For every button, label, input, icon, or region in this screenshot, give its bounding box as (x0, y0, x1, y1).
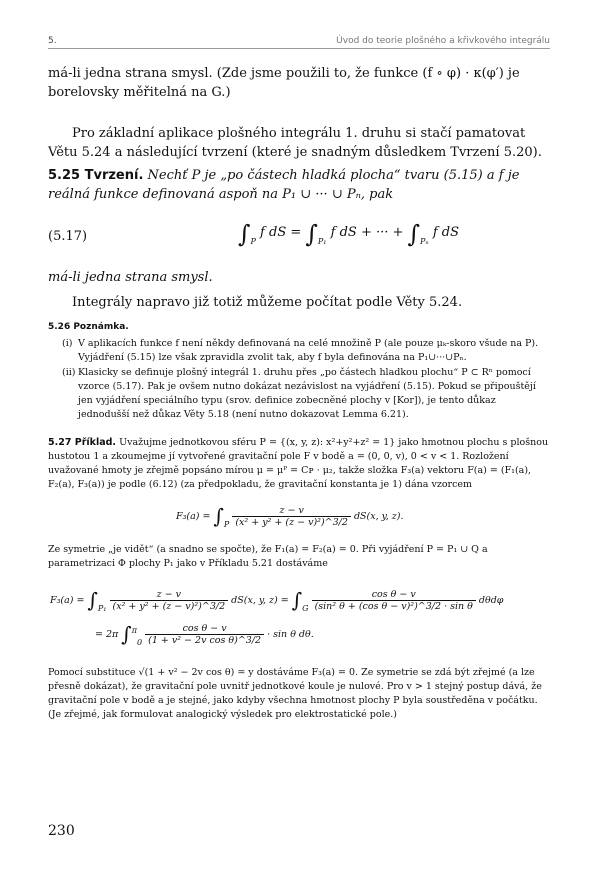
denominator: (sin² θ + (cos θ − v)²)^3/2 · sin θ (314, 601, 473, 612)
header-rule (48, 48, 550, 49)
numerator: z − v (110, 589, 229, 601)
equation-term: f dS + ··· + (330, 225, 408, 240)
integral-domain: P (223, 520, 230, 529)
eq-tail: dθdφ (475, 595, 504, 606)
equation-term: f dS (432, 225, 459, 240)
integral-sign: ∫ (305, 220, 318, 248)
example-equation-1 (176, 504, 404, 529)
integral-lower: 0 (136, 638, 143, 647)
header-chapter: 5. (48, 36, 57, 46)
example-text-2: Ze symetrie „je vidět“ (a snadno se spočte), že F₁(a) = F₂(a) = 0. Při vyjádření P = P₁ ∪ Q a parametrizaci Φ plochy P₁ jako v Příkladu 5.21 dostáváme (48, 544, 488, 569)
theorem-number: 5.25 Tvrzení. (48, 168, 144, 183)
equation-term: f dS = (260, 225, 306, 240)
remark-item-mark: (ii) (62, 367, 76, 378)
integral-domain: P (250, 237, 256, 246)
equation-body (238, 220, 459, 248)
remark-item (64, 366, 550, 422)
fraction (312, 589, 476, 612)
header-title: Úvod do teorie plošného a křivkového integrálu (336, 36, 550, 46)
numerator: cos θ − v (145, 623, 264, 635)
integral-sign: ∫ (291, 588, 303, 612)
denominator: (x² + y² + (z − v)²)^3/2 (235, 517, 348, 528)
integral-sign: ∫ (87, 588, 98, 612)
example-title: 5.27 Příklad. (48, 437, 117, 448)
eq-tail: dS(x, y, z). (350, 511, 404, 522)
eq-lhs: F₃(a) = (176, 511, 214, 522)
remark-item-mark: (i) (62, 338, 73, 349)
eq-tail: · sin θ dθ. (264, 629, 314, 640)
paragraph-note: Integrály napravo již totiž můžeme počítat podle Věty 5.24. (72, 295, 463, 310)
fraction (232, 505, 351, 528)
denominator: (x² + y² + (z − v)²)^3/2 (112, 601, 226, 612)
fraction (145, 623, 264, 646)
theorem-text: Nechť P je „po částech hladká plocha“ tvaru (5.15) a f je reálná funkce definovaná aspoň na P₁ ∪ ··· ∪ Pₙ, pak (48, 168, 520, 202)
integral-domain: G (302, 604, 309, 613)
example-5-27 (48, 436, 550, 492)
numerator: z − v (232, 505, 351, 517)
integral-upper: π (131, 625, 137, 635)
numerator: cos θ − v (312, 589, 476, 601)
paragraph-continuation: má-li jedna strana smysl. (Zde jsme použili to, že funkce (f ∘ φ) · κ(φ′) je borelovsky měřitelná na G.) (48, 66, 520, 100)
remark-title: 5.26 Poznámka. (48, 322, 129, 332)
theorem-5-25 (48, 166, 550, 204)
page-number: 230 (48, 823, 75, 839)
integral-sign: ∫ (407, 220, 421, 248)
integral-sign: ∫ (238, 220, 251, 248)
remark-item-text: Klasicky se definuje plošný integrál 1. druhu přes „po částech hladkou plochu“ P ⊂ Rⁿ pomocí vzorce (5.17). Pak je ovšem nutno dokázat nezávislost na vyjádření (5.15). Pokud se připouštějí jen vyjádření speciálního typu (srov. definice zobecněné plochy v [Kor]), je tento důkaz jednodušší než důkaz Věty 5.18 (není nutno dokazovat Lemma 6.21). (78, 367, 536, 420)
denominator: (1 + v² − 2v cos θ)^3/2 (148, 635, 262, 646)
eq-lhs: = 2π (95, 629, 122, 640)
equation-label: (5.17) (48, 229, 88, 244)
integral-domain: P₁ (317, 237, 327, 246)
integral-domain: P₁ (97, 604, 107, 613)
example-conclusion: Pomocí substituce √(1 + v² − 2v cos θ) = y dostáváme F₃(a) = 0. Ze symetrie se zdá být zřejmé (a lze přesně dokázat), že gravitační pole uvnitř jednotkové koule je nulové. Pro v > 1 stejný postup dává, že gravitační pole v bodě a je stejné, jako kdyby všechna hmotnost plochy P byla soustředěna v počátku. (Je zřejmé, jak formulovat analogický výsledek pro elektrostatické pole.) (48, 667, 542, 720)
equation-5-17 (48, 220, 550, 260)
paragraph-applications: Pro základní aplikace plošného integrálu 1. druhu si stačí pamatovat Větu 5.24 a následující tvrzení (které je snadným důsledkem Tvrzení 5.20). (48, 126, 542, 160)
integral-domain: Pₙ (420, 237, 429, 246)
example-equation-3 (95, 622, 314, 647)
fraction (110, 589, 229, 612)
theorem-tail: má-li jedna strana smysl. (48, 270, 213, 285)
remark-item (64, 337, 550, 365)
running-header (48, 36, 550, 48)
eq-mid: dS(x, y, z) = (228, 595, 292, 606)
example-equation-2 (50, 588, 503, 613)
remark-item-text: V aplikacích funkce f není někdy definovaná na celé množině P (ale pouze μₖ-skoro všude na P). Vyjádření (5.15) lze však zpravidla zvolit tak, aby f byla definována na P₁∪···∪Pₙ. (78, 338, 539, 363)
example-text: Uvažujme jednotkovou sféru P = {(x, y, z): x²+y²+z² = 1} jako hmotnou plochu s plošnou hustotou 1 a zkoumejme jí vytvořené gravitační pole F v bodě a = (0, 0, v), 0 < v < 1. Rozložení uvažované hmoty je zřejmě popsáno mírou μ = μᴾ = Cᴘ · μ₂, takže složka F₃(a) vektoru F(a) = (F₁(a), F₂(a), F₃(a)) je podle (6.12) (za předpokladu, že gravitační konstanta je 1) dána vzorcem (48, 437, 549, 490)
integral-sign: ∫ (213, 504, 224, 528)
integral-sign: ∫ (121, 622, 132, 646)
eq-lhs: F₃(a) = (50, 595, 88, 606)
